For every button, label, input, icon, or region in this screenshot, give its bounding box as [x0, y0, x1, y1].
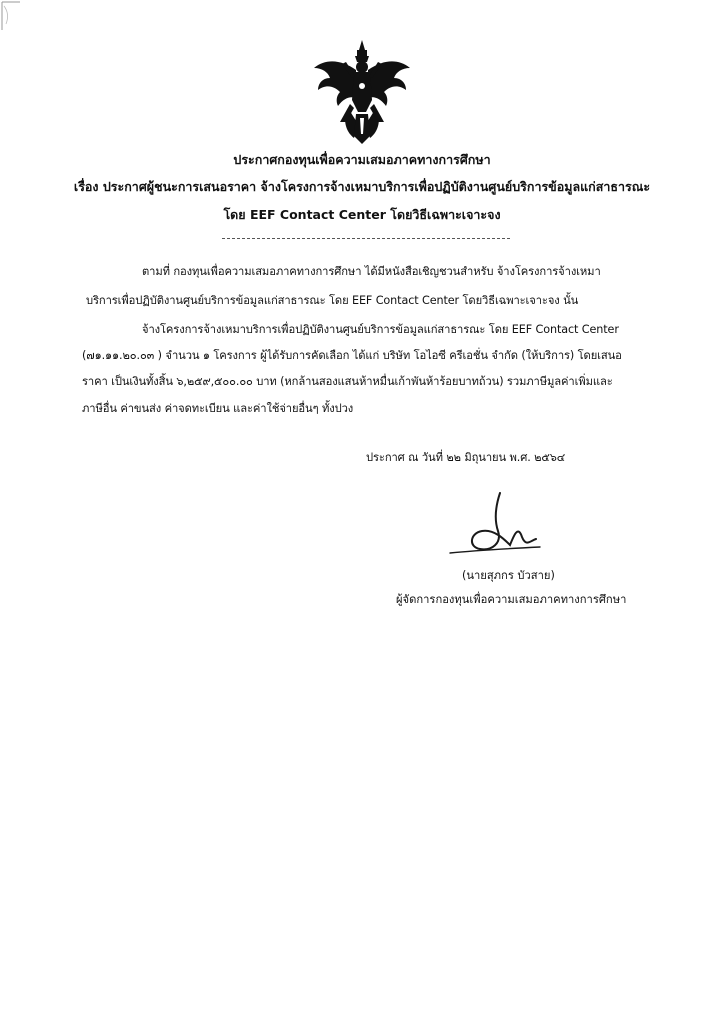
announcement-subject-continued: โดย EEF Contact Center โดยวิธีเฉพาะเจาะจง — [223, 207, 501, 222]
body-paragraph-2-line-3: ราคา เป็นเงินทั้งสิ้น ๖,๒๕๙,๕๐๐.๐๐ บาท (หกล้านสองแสนห้าหมื่นเก้าพันห้าร้อยบาทถ้วน) รวมภาษีมูลค่าเพิ่มและ — [82, 375, 613, 388]
announcement-subject: เรื่อง ประกาศผู้ชนะการเสนอราคา จ้างโครงการจ้างเหมาบริการเพื่อปฏิบัติงานศูนย์บริการข้อมูลแก่สาธารณะ — [73, 179, 651, 194]
signer-position: ผู้จัดการกองทุนเพื่อความเสมอภาคทางการศึกษา — [396, 593, 627, 606]
title-divider — [222, 238, 510, 239]
body-paragraph-1-line-2: บริการเพื่อปฏิบัติงานศูนย์บริการข้อมูลแก่สาธารณะ โดย EEF Contact Center โดยวิธีเฉพาะเจาะจง นั้น — [86, 294, 579, 307]
announcement-date: ประกาศ ณ วันที่ ๒๒ มิถุนายน พ.ศ. ๒๕๖๔ — [366, 451, 566, 464]
body-paragraph-2-line-2: (๗๑.๑๑.๒๐.๐๓ ) จำนวน ๑ โครงการ ผู้ได้รับการคัดเลือก ได้แก่ บริษัท โอไอซี ครีเอชั่น จำกัด (ให้บริการ) โดยเสนอ — [82, 349, 622, 362]
body-paragraph-1-line-1: ตามที่ กองทุนเพื่อความเสมอภาคทางการศึกษา ได้มีหนังสือเชิญชวนสำหรับ จ้างโครงการจ้างเหมา — [142, 265, 601, 278]
announcement-title: ประกาศกองทุนเพื่อความเสมอภาคทางการศึกษา — [233, 152, 491, 167]
scan-corner-mark — [0, 0, 30, 40]
garuda-emblem-icon — [312, 38, 412, 146]
body-paragraph-2-line-4: ภาษีอื่น ค่าขนส่ง ค่าจดทะเบียน และค่าใช้จ่ายอื่นๆ ทั้งปวง — [82, 402, 354, 415]
body-paragraph-2-line-1: จ้างโครงการจ้างเหมาบริการเพื่อปฏิบัติงานศูนย์บริการข้อมูลแก่สาธารณะ โดย EEF Contact Center — [142, 323, 619, 336]
signer-name: (นายสุภกร บัวสาย) — [462, 569, 555, 582]
handwritten-signature — [440, 485, 560, 565]
